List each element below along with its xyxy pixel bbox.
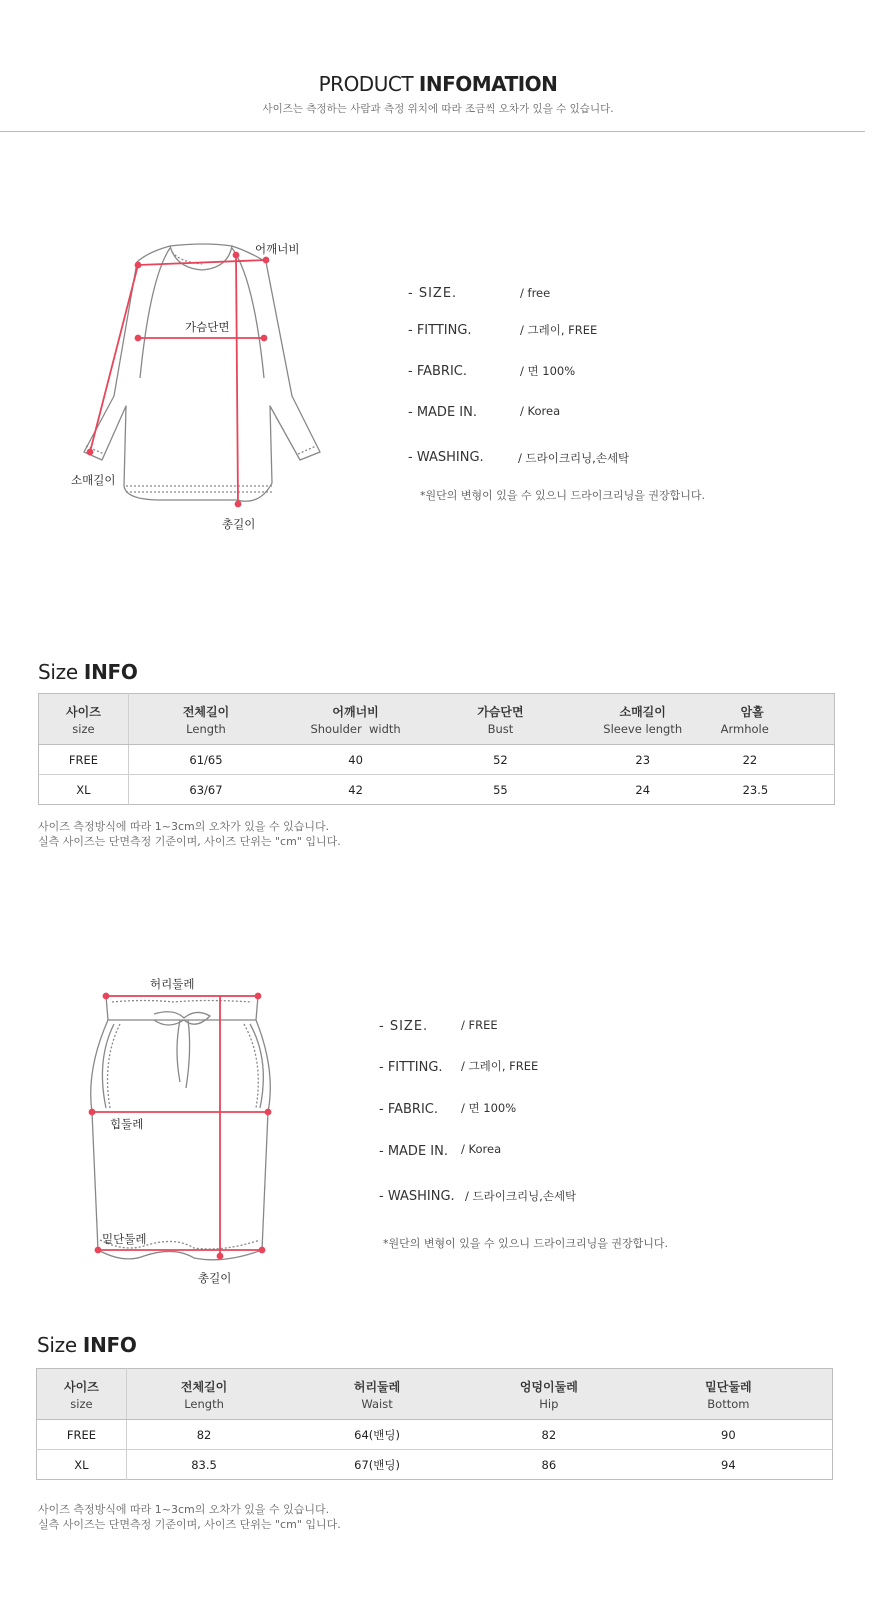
spec-value: / FREE — [461, 1018, 498, 1032]
cell-shoulder: 40 — [283, 745, 428, 775]
header-kr: 어깨너비 — [332, 704, 379, 719]
header-kr: 암홀 — [740, 704, 764, 719]
cell-size: XL — [39, 775, 129, 805]
header-en: size — [70, 1396, 93, 1411]
header-en: Length — [184, 1396, 224, 1411]
label-sleeve-length: 소매길이 — [71, 473, 116, 487]
header-bust — [428, 694, 573, 745]
table-note-line: 사이즈 측정방식에 따라 1~3cm의 오차가 있을 수 있습니다. — [38, 820, 330, 833]
cell-bust: 55 — [493, 782, 508, 797]
size-heading-light: Size — [38, 660, 78, 684]
header-size — [39, 694, 129, 745]
cell-waist: 67(밴딩) — [354, 1457, 400, 1472]
header-hip — [473, 1369, 625, 1420]
spec-made-in — [408, 405, 708, 427]
header-kr: 사이즈 — [64, 1379, 99, 1394]
label-bust: 가슴단면 — [185, 320, 230, 334]
header-divider — [0, 131, 865, 132]
spec-key: - MADE IN. — [408, 405, 477, 420]
spec-key: - FITTING. — [379, 1060, 443, 1075]
care-note: *원단의 변형이 있을 수 있으니 드라이크리닝을 권장합니다. — [420, 489, 705, 502]
spec-value: / 드라이크리닝,손세탁 — [465, 1189, 577, 1203]
table-row — [37, 1450, 833, 1480]
label-shoulder-width: 어깨너비 — [255, 242, 300, 256]
header-kr: 엉덩이둘레 — [519, 1379, 578, 1394]
header-shoulder — [283, 694, 428, 745]
spec-fabric — [379, 1102, 679, 1124]
cell-length: 83.5 — [191, 1457, 217, 1472]
cell-length: 82 — [126, 1420, 281, 1450]
cell-armhole: 23.5 — [742, 782, 769, 797]
spec-key: - SIZE. — [379, 1019, 429, 1034]
size-info-heading — [38, 660, 138, 684]
spec-size — [379, 1019, 679, 1041]
header-en: Length — [186, 721, 226, 736]
cell-shoulder: 42 — [348, 782, 363, 797]
header-en: size — [72, 721, 95, 736]
spec-fitting — [379, 1060, 679, 1082]
spec-value: / 그레이, FREE — [461, 1059, 539, 1073]
header-en: Armhole — [720, 721, 769, 736]
spec-size — [408, 286, 708, 308]
header-length — [126, 1369, 281, 1420]
spec-fitting — [408, 323, 708, 345]
skirt-size-table — [36, 1368, 833, 1480]
header-kr: 사이즈 — [66, 704, 101, 719]
size-heading-light: Size — [37, 1333, 77, 1357]
header-length — [128, 694, 283, 745]
table-note — [38, 819, 341, 849]
header-waist — [281, 1369, 473, 1420]
spec-key: - WASHING. — [408, 450, 484, 465]
cell-size: FREE — [37, 1420, 127, 1450]
header-kr: 허리둘레 — [353, 1379, 401, 1394]
header-bottom — [625, 1369, 833, 1420]
header-sleeve — [573, 694, 713, 745]
label-waist: 허리둘레 — [150, 977, 195, 991]
table-note-line: 실측 사이즈는 단면측정 기준이며, 사이즈 단위는 "cm" 입니다. — [38, 835, 341, 848]
spec-washing — [408, 450, 728, 472]
table-row — [37, 1420, 833, 1450]
cell-sleeve: 23 — [573, 745, 713, 775]
page-subtitle: 사이즈는 측정하는 사람과 측정 위치에 따라 조금씩 오차가 있을 수 있습니다. — [262, 103, 614, 115]
header-en: Hip — [539, 1396, 559, 1411]
header-kr: 가슴단면 — [477, 704, 524, 719]
header-kr: 소매길이 — [619, 704, 666, 719]
cell-length: 63/67 — [189, 782, 223, 797]
label-skirt-length: 총길이 — [198, 1271, 232, 1285]
header-en: Bust — [487, 721, 514, 736]
table-note — [38, 1502, 341, 1532]
cell-armhole: 22 — [713, 745, 835, 775]
spec-value: / 면 100% — [520, 364, 576, 378]
spec-value: / 면 100% — [461, 1101, 517, 1115]
header-kr: 밑단둘레 — [705, 1379, 752, 1394]
table-row — [39, 745, 835, 775]
table-note-line: 사이즈 측정방식에 따라 1~3cm의 오차가 있을 수 있습니다. — [38, 1503, 330, 1516]
spec-key: - SIZE. — [408, 286, 458, 301]
header-en: Sleeve length — [603, 721, 683, 736]
cell-length: 61/65 — [128, 745, 283, 775]
header-en: Bottom — [707, 1396, 750, 1411]
cell-sleeve: 24 — [635, 782, 651, 797]
cell-bottom: 90 — [625, 1420, 833, 1450]
spec-value: / Korea — [520, 404, 561, 418]
cell-bottom: 94 — [721, 1457, 736, 1472]
cell-size: XL — [37, 1450, 127, 1480]
label-hip: 힙둘레 — [110, 1117, 144, 1131]
care-note: *원단의 변형이 있을 수 있으니 드라이크리닝을 권장합니다. — [383, 1237, 668, 1250]
top-size-table — [38, 693, 835, 805]
spec-key: - FABRIC. — [379, 1102, 438, 1117]
table-row — [39, 775, 835, 805]
page-title — [0, 72, 876, 96]
header-kr: 전체길이 — [182, 704, 230, 719]
spec-value: / 그레이, FREE — [520, 323, 598, 337]
spec-washing — [379, 1189, 699, 1211]
header-size — [37, 1369, 127, 1420]
table-note-line: 실측 사이즈는 단면측정 기준이며, 사이즈 단위는 "cm" 입니다. — [38, 1518, 341, 1531]
table-header-row — [39, 694, 835, 745]
header-armhole — [713, 694, 835, 745]
spec-value: / Korea — [461, 1142, 502, 1156]
spec-value: / free — [520, 286, 551, 300]
cell-hip: 86 — [541, 1457, 557, 1472]
size-heading-bold: INFO — [83, 660, 138, 684]
title-light: PRODUCT — [318, 72, 414, 96]
cell-bust: 52 — [428, 745, 573, 775]
size-info-heading — [37, 1333, 137, 1357]
spec-fabric — [408, 364, 708, 386]
label-total-length: 총길이 — [222, 517, 256, 531]
cell-waist: 64(밴딩) — [281, 1420, 473, 1450]
spec-made-in — [379, 1144, 679, 1166]
top-garment-diagram — [80, 238, 330, 518]
size-heading-bold: INFO — [82, 1333, 137, 1357]
cell-size: FREE — [39, 745, 129, 775]
spec-value: / 드라이크리닝,손세탁 — [518, 451, 630, 465]
header-en: Shoulder width — [310, 721, 401, 736]
spec-key: - MADE IN. — [379, 1144, 448, 1159]
header-en: Waist — [361, 1396, 393, 1411]
header-kr: 전체길이 — [180, 1379, 228, 1394]
cell-hip: 82 — [473, 1420, 625, 1450]
title-bold: INFOMATION — [418, 72, 558, 96]
spec-key: - WASHING. — [379, 1189, 455, 1204]
label-hem: 밑단둘레 — [102, 1232, 147, 1246]
table-header-row — [37, 1369, 833, 1420]
spec-key: - FITTING. — [408, 323, 472, 338]
spec-key: - FABRIC. — [408, 364, 467, 379]
